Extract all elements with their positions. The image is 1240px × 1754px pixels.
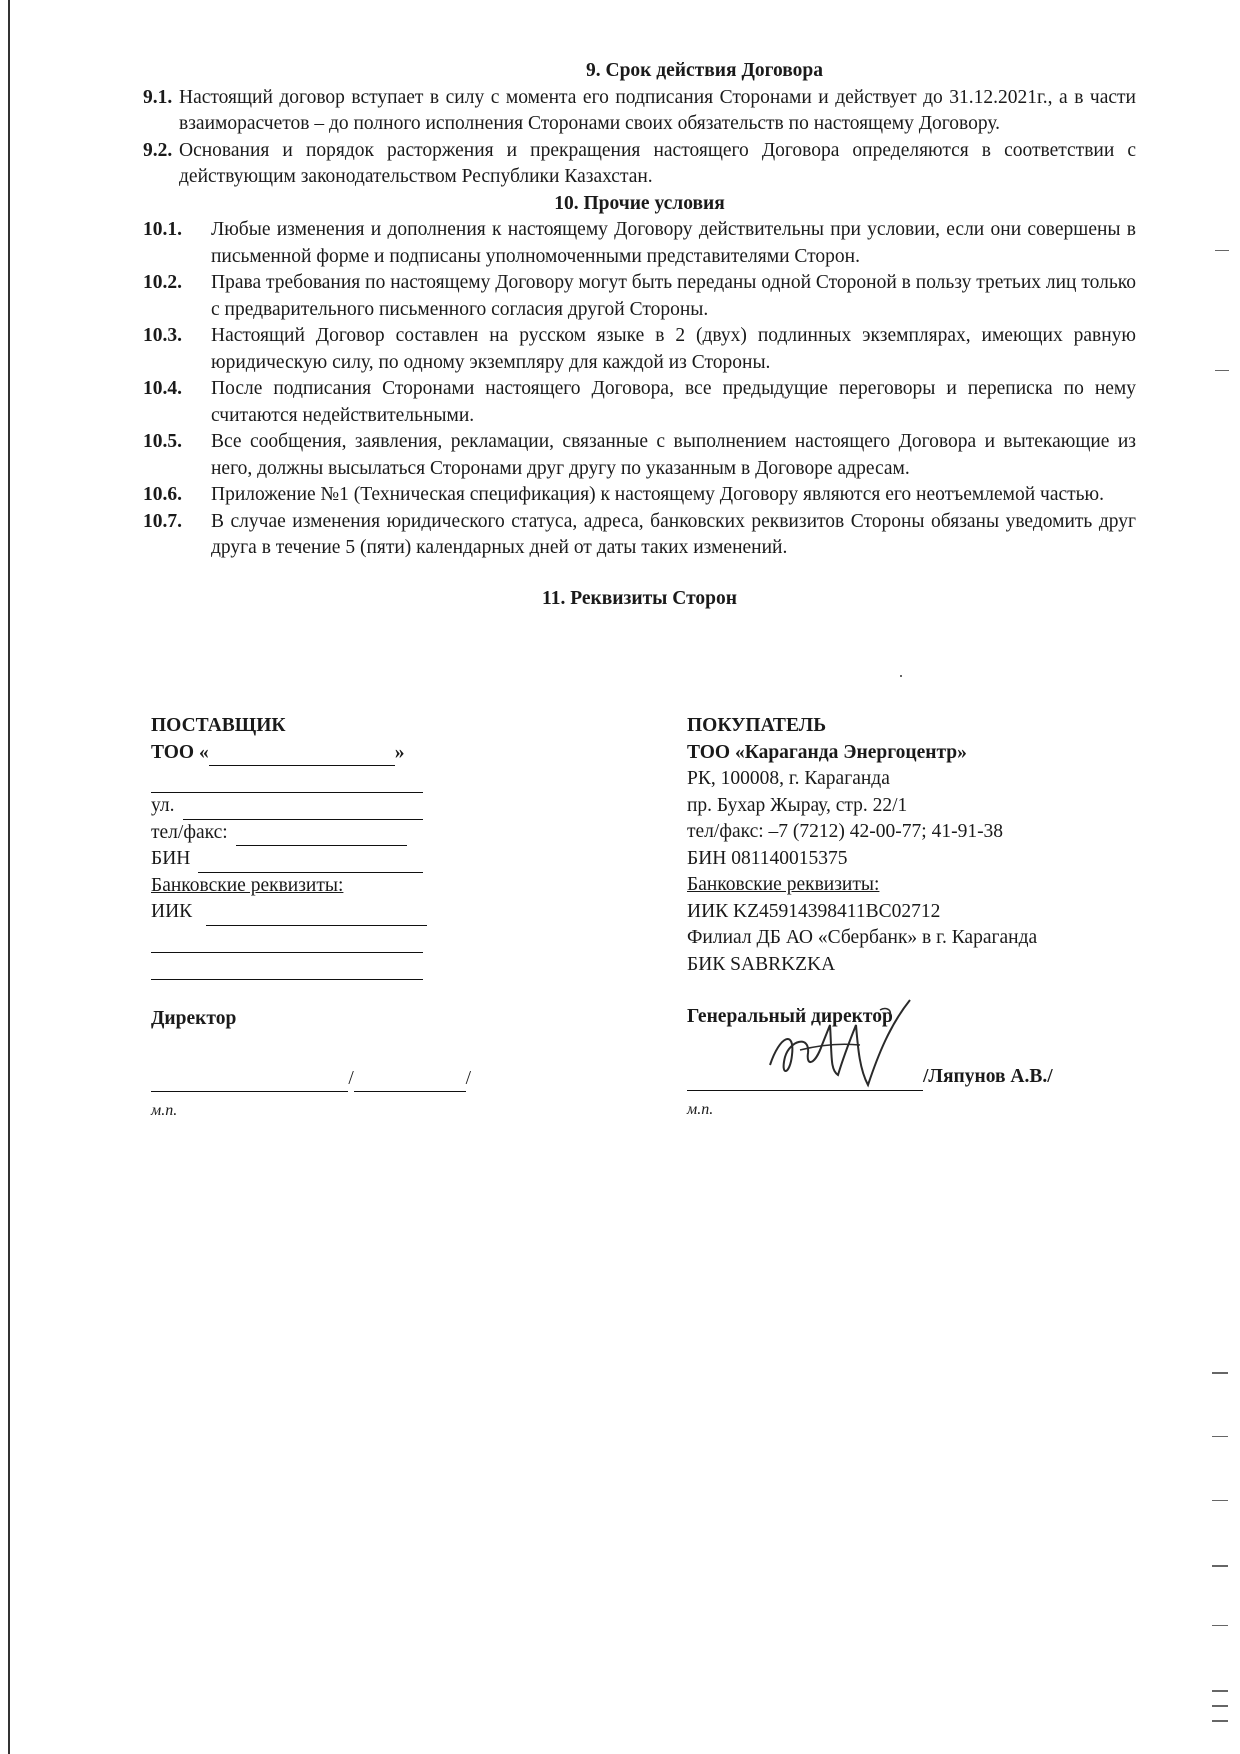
clause-9-2 [143, 138, 1136, 191]
supplier-bin-label: БИН [151, 848, 191, 869]
supplier-sig-separator: / [465, 1067, 471, 1089]
supplier-street-label: ул. [151, 795, 175, 816]
supplier-org-line [151, 740, 471, 767]
clause-10-3 [143, 323, 1136, 376]
clause-10-7 [143, 509, 1136, 562]
buyer-bin: БИН 081140015375 [687, 847, 848, 869]
buyer-org: ТОО «Караганда Энергоцентр» [687, 741, 967, 763]
clause-10-1 [143, 217, 1136, 270]
supplier-iik-row [151, 899, 427, 926]
supplier-name-line [354, 1071, 466, 1092]
supplier-blank-line [151, 766, 423, 793]
clause-10-4 [143, 376, 1136, 429]
buyer-signatory: /Ляпунов А.В./ [923, 1066, 1053, 1087]
supplier-stamp-place: м.п. [151, 1102, 178, 1119]
clause-number: 9.2. [143, 139, 173, 161]
supplier-street-row [151, 793, 423, 820]
supplier-bin-blank [198, 852, 423, 873]
clause-text: Приложение №1 (Техническая спецификация) к настоящему Договору являются его неотъемлемой частью. [211, 484, 1104, 505]
supplier-iik-blank [206, 905, 427, 926]
clause-number: 10.1. [143, 219, 182, 240]
supplier-bin-row [151, 846, 423, 873]
supplier-bank-label: Банковские реквизиты: [151, 874, 344, 896]
supplier-sig-separator: / [348, 1067, 354, 1089]
clause-10-5 [143, 429, 1136, 482]
contract-text [143, 58, 1136, 612]
section-10-title: 10. Прочие условия [554, 192, 725, 214]
supplier-signature-line [151, 1071, 348, 1092]
section-9-title: 9. Срок действия Договора [585, 60, 823, 81]
clause-10-6 [143, 482, 1136, 509]
clause-text: Любые изменения и дополнения к настоящему Договору действительны при условии, если они совершены в письменной форме и подписаны уполномоченными представителями Сторон. [211, 219, 1136, 267]
clause-text: Все сообщения, заявления, рекламации, связанные с выполнением настоящего Договора и вытекающие из него, должны высылаться Сторонами друг другу по указанным в Договоре адресам. [211, 431, 1136, 479]
clause-number: 10.6. [143, 484, 182, 505]
clause-number: 9.1. [143, 86, 173, 108]
supplier-role: Директор [151, 1007, 237, 1029]
buyer-bank-label: Банковские реквизиты: [687, 874, 880, 895]
supplier-org-suffix: » [394, 741, 405, 763]
supplier-iik-label: ИИК [151, 901, 193, 922]
buyer-stamp-place: м.п. [687, 1100, 714, 1118]
supplier-phone-label: тел/факс: [151, 821, 228, 843]
supplier-phone-row [151, 820, 407, 847]
supplier-blank-line [151, 926, 423, 953]
buyer-address-2: пр. Бухар Жырау, стр. 22/1 [687, 794, 908, 816]
clause-text: Настоящий договор вступает в силу с момента его подписания Сторонами и действует до 31.12.2021г., а в части взаиморасчетов – до полного исполнения Сторонами своих обязательств по настоящему Договору. [179, 86, 1136, 134]
clause-10-2 [143, 270, 1136, 323]
supplier-signature-row [151, 1058, 471, 1092]
clause-number: 10.4. [143, 378, 182, 399]
buyer-heading: ПОКУПАТЕЛЬ [687, 715, 827, 736]
supplier-org-blank [209, 745, 395, 766]
supplier-street-blank [183, 799, 424, 820]
scan-edge [8, 0, 10, 1754]
buyer-iik: ИИК KZ45914398411BC02712 [687, 900, 941, 922]
clause-number: 10.2. [143, 272, 182, 293]
clause-text: Настоящий Договор составлен на русском языке в 2 (двух) подлинных экземплярах, имеющих равную юридическую силу, по одному экземпляру для каждой из Стороны. [211, 325, 1136, 373]
buyer-address-1: РК, 100008, г. Караганда [687, 768, 890, 789]
clause-text: Основания и порядок расторжения и прекращения настоящего Договора определяются в соответствии с действующим законодательством Республики Казахстан. [179, 139, 1136, 187]
clause-text: Права требования по настоящему Договору могут быть переданы одной Стороной в пользу третьих лиц только с предварительного письменного согласия другой Стороны. [211, 272, 1136, 320]
handwritten-signature-icon [760, 995, 930, 1095]
supplier-phone-blank [236, 825, 407, 846]
buyer-phone: тел/факс: –7 (7212) 42-00-77; 41-91-38 [687, 821, 1004, 842]
buyer-bank-name: Филиал ДБ АО «Сбербанк» в г. Караганда [687, 927, 1038, 948]
clause-text: В случае изменения юридического статуса, адреса, банковских реквизитов Стороны обязаны уведомить друг друга в течение 5 (пяти) календарных дней от даты таких изменений. [211, 510, 1136, 558]
section-11-title: 11. Реквизиты Сторон [542, 587, 737, 609]
supplier-org-prefix: ТОО « [151, 741, 209, 763]
supplier-blank-line [151, 953, 423, 980]
clause-number: 10.5. [143, 431, 182, 452]
supplier-block [151, 713, 471, 1125]
clause-number: 10.3. [143, 325, 182, 346]
clause-text: После подписания Сторонами настоящего Договора, все предыдущие переговоры и переписка по нему считаются недействительными. [211, 378, 1136, 426]
buyer-bik: БИК SABRKZKA [687, 953, 836, 975]
clause-number: 10.7. [143, 510, 182, 532]
buyer-role: Генеральный директор [687, 1006, 893, 1027]
clause-9-1 [143, 85, 1136, 138]
supplier-heading: ПОСТАВЩИК [151, 715, 286, 736]
